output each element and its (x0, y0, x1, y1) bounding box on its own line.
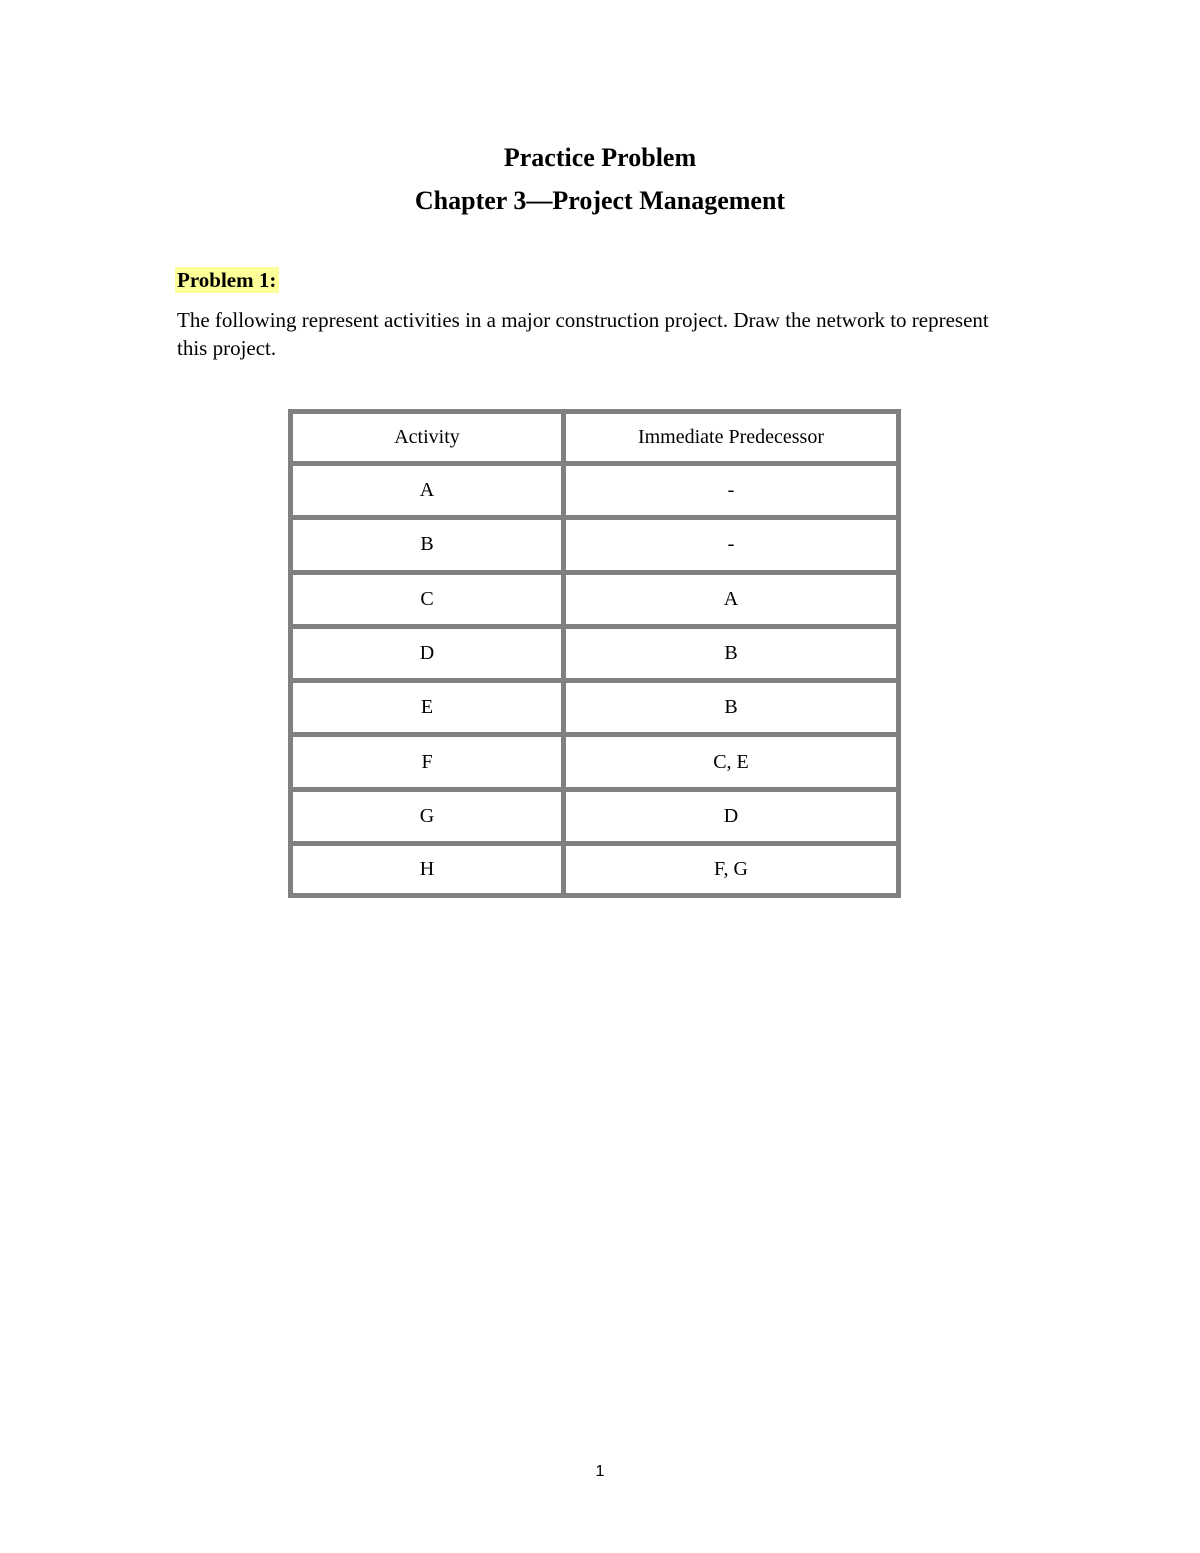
activity-cell: A (293, 463, 564, 517)
predecessor-cell: A (564, 572, 897, 626)
predecessor-cell: B (564, 626, 897, 680)
table-row (293, 735, 896, 789)
table-row (293, 789, 896, 843)
activity-cell: H (293, 844, 564, 893)
activity-cell: D (293, 626, 564, 680)
problem-label: Problem 1: (175, 267, 279, 293)
table-row (293, 626, 896, 680)
predecessor-cell: F, G (564, 844, 897, 893)
column-header-predecessor: Immediate Predecessor (564, 414, 897, 463)
predecessor-cell: - (564, 518, 897, 572)
document-title: Practice Problem (503, 143, 697, 172)
table-row (293, 681, 896, 735)
predecessor-cell: B (564, 681, 897, 735)
activity-cell: C (293, 572, 564, 626)
activity-cell: F (293, 735, 564, 789)
predecessor-table-grid (293, 414, 896, 893)
table-row (293, 518, 896, 572)
table-row (293, 844, 896, 893)
activity-cell: G (293, 789, 564, 843)
predecessor-cell: - (564, 463, 897, 517)
problem-text: The following represent activities in a major construction project. Draw the network to represent this project. (177, 308, 989, 360)
table-row (293, 463, 896, 517)
table-header-row (293, 414, 896, 463)
activity-cell: B (293, 518, 564, 572)
page-number: 1 (595, 1463, 605, 1480)
predecessor-table (288, 409, 901, 898)
activity-cell: E (293, 681, 564, 735)
column-header-activity: Activity (293, 414, 564, 463)
document-subtitle: Chapter 3—Project Management (414, 186, 786, 215)
predecessor-cell: C, E (564, 735, 897, 789)
predecessor-cell: D (564, 789, 897, 843)
table-row (293, 572, 896, 626)
